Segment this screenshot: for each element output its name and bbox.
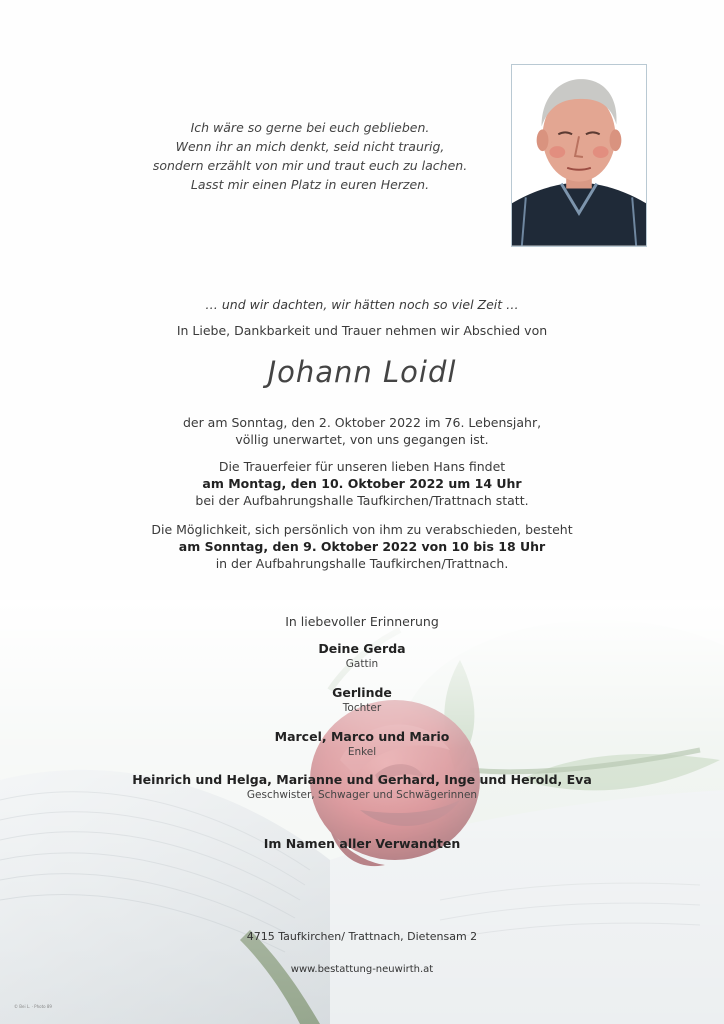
tagline: … und wir dachten, wir hätten noch so viel Zeit … — [205, 297, 519, 312]
poem-line: Wenn ihr an mich denkt, seid nicht traurig, — [175, 139, 445, 154]
mourner-role: Tochter — [342, 702, 382, 714]
mourner-name: Gerlinde — [332, 685, 392, 700]
mourner-role: Enkel — [347, 746, 377, 758]
viewing-date: am Sonntag, den 9. Oktober 2022 von 10 bis 18 Uhr — [178, 539, 546, 554]
mourner-entry — [0, 771, 724, 802]
farewell-text: In Liebe, Dankbarkeit und Trauer nehmen wir Abschied von — [176, 323, 548, 338]
mourner-entry — [0, 640, 724, 671]
mourner-name: Heinrich und Helga, Marianne und Gerhard, Inge und Herold, Eva — [132, 772, 592, 787]
mourner-role: Geschwister, Schwager und Schwägerinnen — [246, 789, 478, 801]
poem-line: sondern erzählt von mir und traut euch zu lachen. — [152, 158, 468, 173]
mourner-entry — [0, 684, 724, 715]
mourner-role: Gattin — [345, 658, 379, 670]
death-info — [0, 414, 724, 448]
mourner-name: Deine Gerda — [318, 641, 406, 656]
portrait-illustration — [512, 65, 646, 246]
ceremony-intro: Die Trauerfeier für unseren lieben Hans findet — [218, 459, 506, 474]
deceased-name: Johann Loidl — [267, 355, 457, 389]
viewing-place: in der Aufbahrungshalle Taufkirchen/Trattnach. — [215, 556, 509, 571]
mourner-entry — [0, 728, 724, 759]
photo-credit: © Bei L. · Photo 89 — [14, 1004, 52, 1009]
poem-line: Lasst mir einen Platz in euren Herzen. — [190, 177, 430, 192]
ceremony-info — [0, 458, 724, 509]
mourners-intro: In liebevoller Erinnerung — [285, 614, 439, 629]
poem-line: Ich wäre so gerne bei euch geblieben. — [190, 120, 430, 135]
funeral-home-address: 4715 Taufkirchen/ Trattnach, Dietensam 2 — [246, 930, 478, 943]
viewing-intro: Die Möglichkeit, sich persönlich von ihm zu verabschieden, besteht — [151, 522, 573, 537]
ceremony-date: am Montag, den 10. Oktober 2022 um 14 Uhr — [202, 476, 522, 491]
poem — [130, 118, 490, 194]
ceremony-place: bei der Aufbahrungshalle Taufkirchen/Trattnach statt. — [195, 493, 529, 508]
mourner-name: Marcel, Marco und Mario — [274, 729, 450, 744]
death-info-line: völlig unerwartet, von uns gegangen ist. — [235, 432, 489, 447]
closing-text: Im Namen aller Verwandten — [263, 836, 461, 851]
death-info-line: der am Sonntag, den 2. Oktober 2022 im 76. Lebensjahr, — [182, 415, 542, 430]
portrait-photo — [511, 64, 647, 247]
funeral-home-website[interactable]: www.bestattung-neuwirth.at — [290, 964, 434, 975]
viewing-info — [0, 521, 724, 572]
